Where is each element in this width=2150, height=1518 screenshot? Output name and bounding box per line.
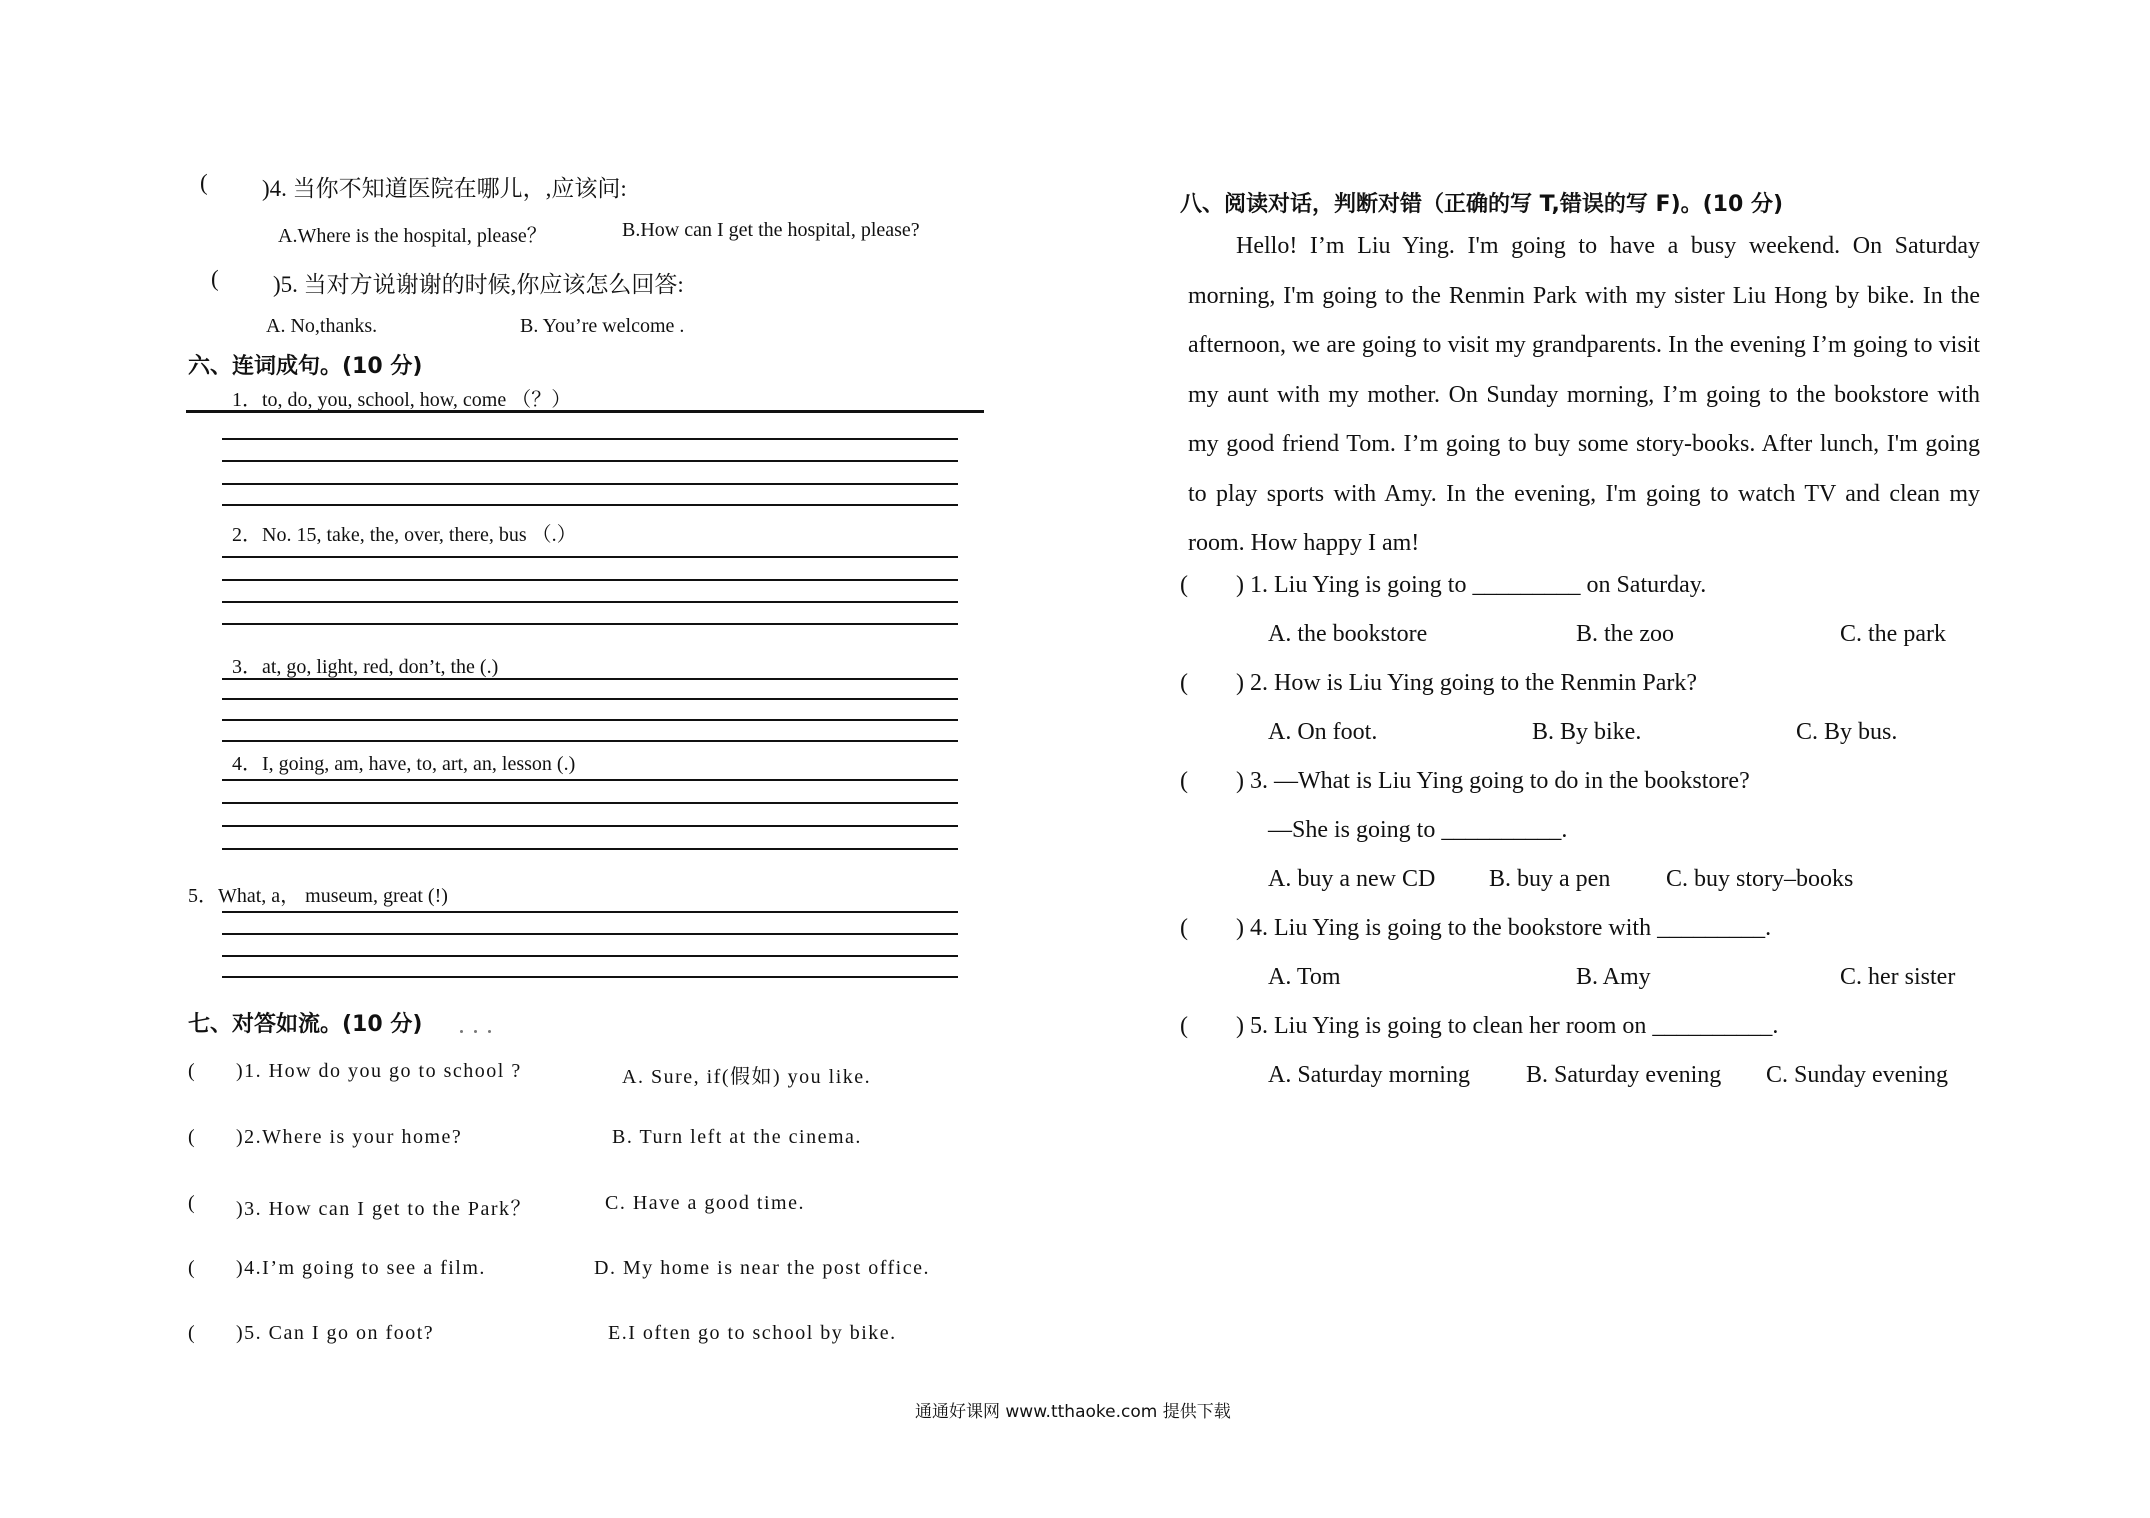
sec8-q3-bracket: ( xyxy=(1180,768,1188,794)
sec8-q5-stem: ) 5. Liu Ying is going to clean her room on __________. xyxy=(1236,1013,1779,1039)
answer-line[interactable] xyxy=(222,740,958,742)
answer-line[interactable] xyxy=(222,955,958,957)
sec5-q4-bracket: ( xyxy=(200,170,208,195)
section-7-title: 七、对答如流。(10 分) xyxy=(188,1012,423,1037)
sec8-q5-bracket: ( xyxy=(1180,1013,1188,1039)
sec8-q2-option-c: C. By bus. xyxy=(1796,719,1898,745)
decorative-dot xyxy=(460,1030,463,1033)
answer-line[interactable] xyxy=(222,779,958,781)
sec8-q3-option-c: C. buy story–books xyxy=(1666,866,1854,892)
sec7-row-3-question: )3. How can I get to the Park？ xyxy=(236,1198,533,1220)
answer-line[interactable] xyxy=(222,601,958,603)
sec8-q2-option-a: A. On foot. xyxy=(1268,719,1378,745)
sec8-q3-stem: ) 3. —What is Liu Ying going to do in the bookstore? xyxy=(1236,768,1750,794)
sec8-q1-bracket: ( xyxy=(1180,572,1188,598)
sec5-q5-option-b: B. You’re welcome . xyxy=(520,315,685,337)
reading-passage xyxy=(1188,222,1980,569)
sec8-q1-option-b: B. the zoo xyxy=(1576,621,1674,647)
answer-line[interactable] xyxy=(222,678,958,680)
section-8-title: 八、阅读对话，判断对错（正确的写 T,错误的写 F)。(10 分) xyxy=(1180,192,1784,217)
sec8-q1-stem: ) 1. Liu Ying is going to _________ on Saturday. xyxy=(1236,572,1707,598)
sec8-q4-stem: ) 4. Liu Ying is going to the bookstore with _________. xyxy=(1236,915,1772,941)
answer-line[interactable] xyxy=(222,698,958,700)
sec6-item-5: 5．What, a， museum, great (!) xyxy=(188,885,448,907)
sec7-row-1-bracket: ( xyxy=(188,1060,197,1082)
decorative-dot xyxy=(474,1030,477,1033)
footer-source: 通通好课网 www.tthaoke.com 提供下载 xyxy=(915,1402,1231,1422)
reading-passage-text: Hello! I’m Liu Ying. I'm going to have a busy weekend. On Saturday morning, I'm going to the Renmin Park with my sister Liu Hong by bike. In the afternoon, we are going to visit my grandparents. In the evening I’m going to visit my aunt with my mother. On Sunday morning, I’m going to the bookstore with my good friend Tom. I’m going to buy some story-books. After lunch, I'm going to play sports with Amy. In the evening, I'm going to watch TV and clean my room. How happy I am! xyxy=(1188,233,1980,556)
sec7-row-2-answer: B. Turn left at the cinema. xyxy=(612,1126,862,1148)
answer-line[interactable] xyxy=(222,933,958,935)
sec5-q4-option-a: A.Where is the hospital, please？ xyxy=(278,225,547,247)
sec8-q4-option-b: B. Amy xyxy=(1576,964,1651,990)
sec8-q4-option-a: A. Tom xyxy=(1268,964,1341,990)
sec7-row-4-bracket: ( xyxy=(188,1257,197,1279)
sec5-q4-stem: )4. 当你不知道医院在哪儿，,应该问: xyxy=(262,176,627,201)
sec7-row-2-question: )2.Where is your home? xyxy=(236,1126,463,1148)
sec6-item-1-rule xyxy=(186,410,984,413)
sec8-q5-option-c: C. Sunday evening xyxy=(1766,1062,1948,1088)
answer-line[interactable] xyxy=(222,504,958,506)
sec7-row-1-answer: A. Sure, if(假如) you like. xyxy=(622,1066,872,1088)
section-6-title: 六、连词成句。(10 分) xyxy=(188,354,423,379)
answer-line[interactable] xyxy=(222,911,958,913)
sec8-q4-bracket: ( xyxy=(1180,915,1188,941)
sec5-q5-stem: )5. 当对方说谢谢的时候,你应该怎么回答: xyxy=(273,272,684,297)
answer-line[interactable] xyxy=(222,556,958,558)
sec6-item-4: 4．I, going, am, have, to, art, an, lesson (.) xyxy=(232,753,576,775)
answer-line[interactable] xyxy=(222,719,958,721)
sec7-row-1-question: )1. How do you go to school ? xyxy=(236,1060,522,1082)
sec8-q1-option-a: A. the bookstore xyxy=(1268,621,1428,647)
sec6-item-3: 3．at, go, light, red, don’t, the (.) xyxy=(232,656,499,678)
sec8-q4-option-c: C. her sister xyxy=(1840,964,1956,990)
answer-line[interactable] xyxy=(222,460,958,462)
decorative-dot xyxy=(488,1030,491,1033)
sec7-row-4-question: )4.I’m going to see a film. xyxy=(236,1257,486,1279)
answer-line[interactable] xyxy=(222,848,958,850)
answer-line[interactable] xyxy=(222,825,958,827)
sec7-row-5-question: )5. Can I go on foot? xyxy=(236,1322,435,1344)
sec5-q5-bracket: ( xyxy=(211,266,219,291)
sec7-row-2-bracket: ( xyxy=(188,1126,197,1148)
answer-line[interactable] xyxy=(222,623,958,625)
sec8-q1-option-c: C. the park xyxy=(1840,621,1946,647)
answer-line[interactable] xyxy=(222,579,958,581)
sec7-row-5-bracket: ( xyxy=(188,1322,197,1344)
sec8-q2-option-b: B. By bike. xyxy=(1532,719,1642,745)
sec5-q4-option-b: B.How can I get the hospital, please? xyxy=(622,219,920,241)
sec6-item-1: 1．to, do, you, school, how, come （？） xyxy=(232,389,572,411)
sec8-q2-stem: ) 2. How is Liu Ying going to the Renmin Park? xyxy=(1236,670,1698,696)
sec8-q3-option-b: B. buy a pen xyxy=(1489,866,1611,892)
sec7-row-4-answer: D. My home is near the post office. xyxy=(594,1257,930,1279)
sec7-row-3-bracket: ( xyxy=(188,1192,197,1214)
sec8-q3-answer-line: —She is going to __________. xyxy=(1268,817,1568,843)
sec7-row-3-answer: C. Have a good time. xyxy=(605,1192,805,1214)
sec7-row-5-answer: E.I often go to school by bike. xyxy=(608,1322,897,1344)
answer-line[interactable] xyxy=(222,483,958,485)
answer-line[interactable] xyxy=(222,438,958,440)
answer-line[interactable] xyxy=(222,976,958,978)
sec5-q5-option-a: A. No,thanks. xyxy=(266,315,378,337)
sec8-q5-option-b: B. Saturday evening xyxy=(1526,1062,1722,1088)
sec8-q5-option-a: A. Saturday morning xyxy=(1268,1062,1470,1088)
answer-line[interactable] xyxy=(222,802,958,804)
sec8-q3-option-a: A. buy a new CD xyxy=(1268,866,1436,892)
sec6-item-2: 2．No. 15, take, the, over, there, bus （.） xyxy=(232,524,577,546)
sec8-q2-bracket: ( xyxy=(1180,670,1188,696)
